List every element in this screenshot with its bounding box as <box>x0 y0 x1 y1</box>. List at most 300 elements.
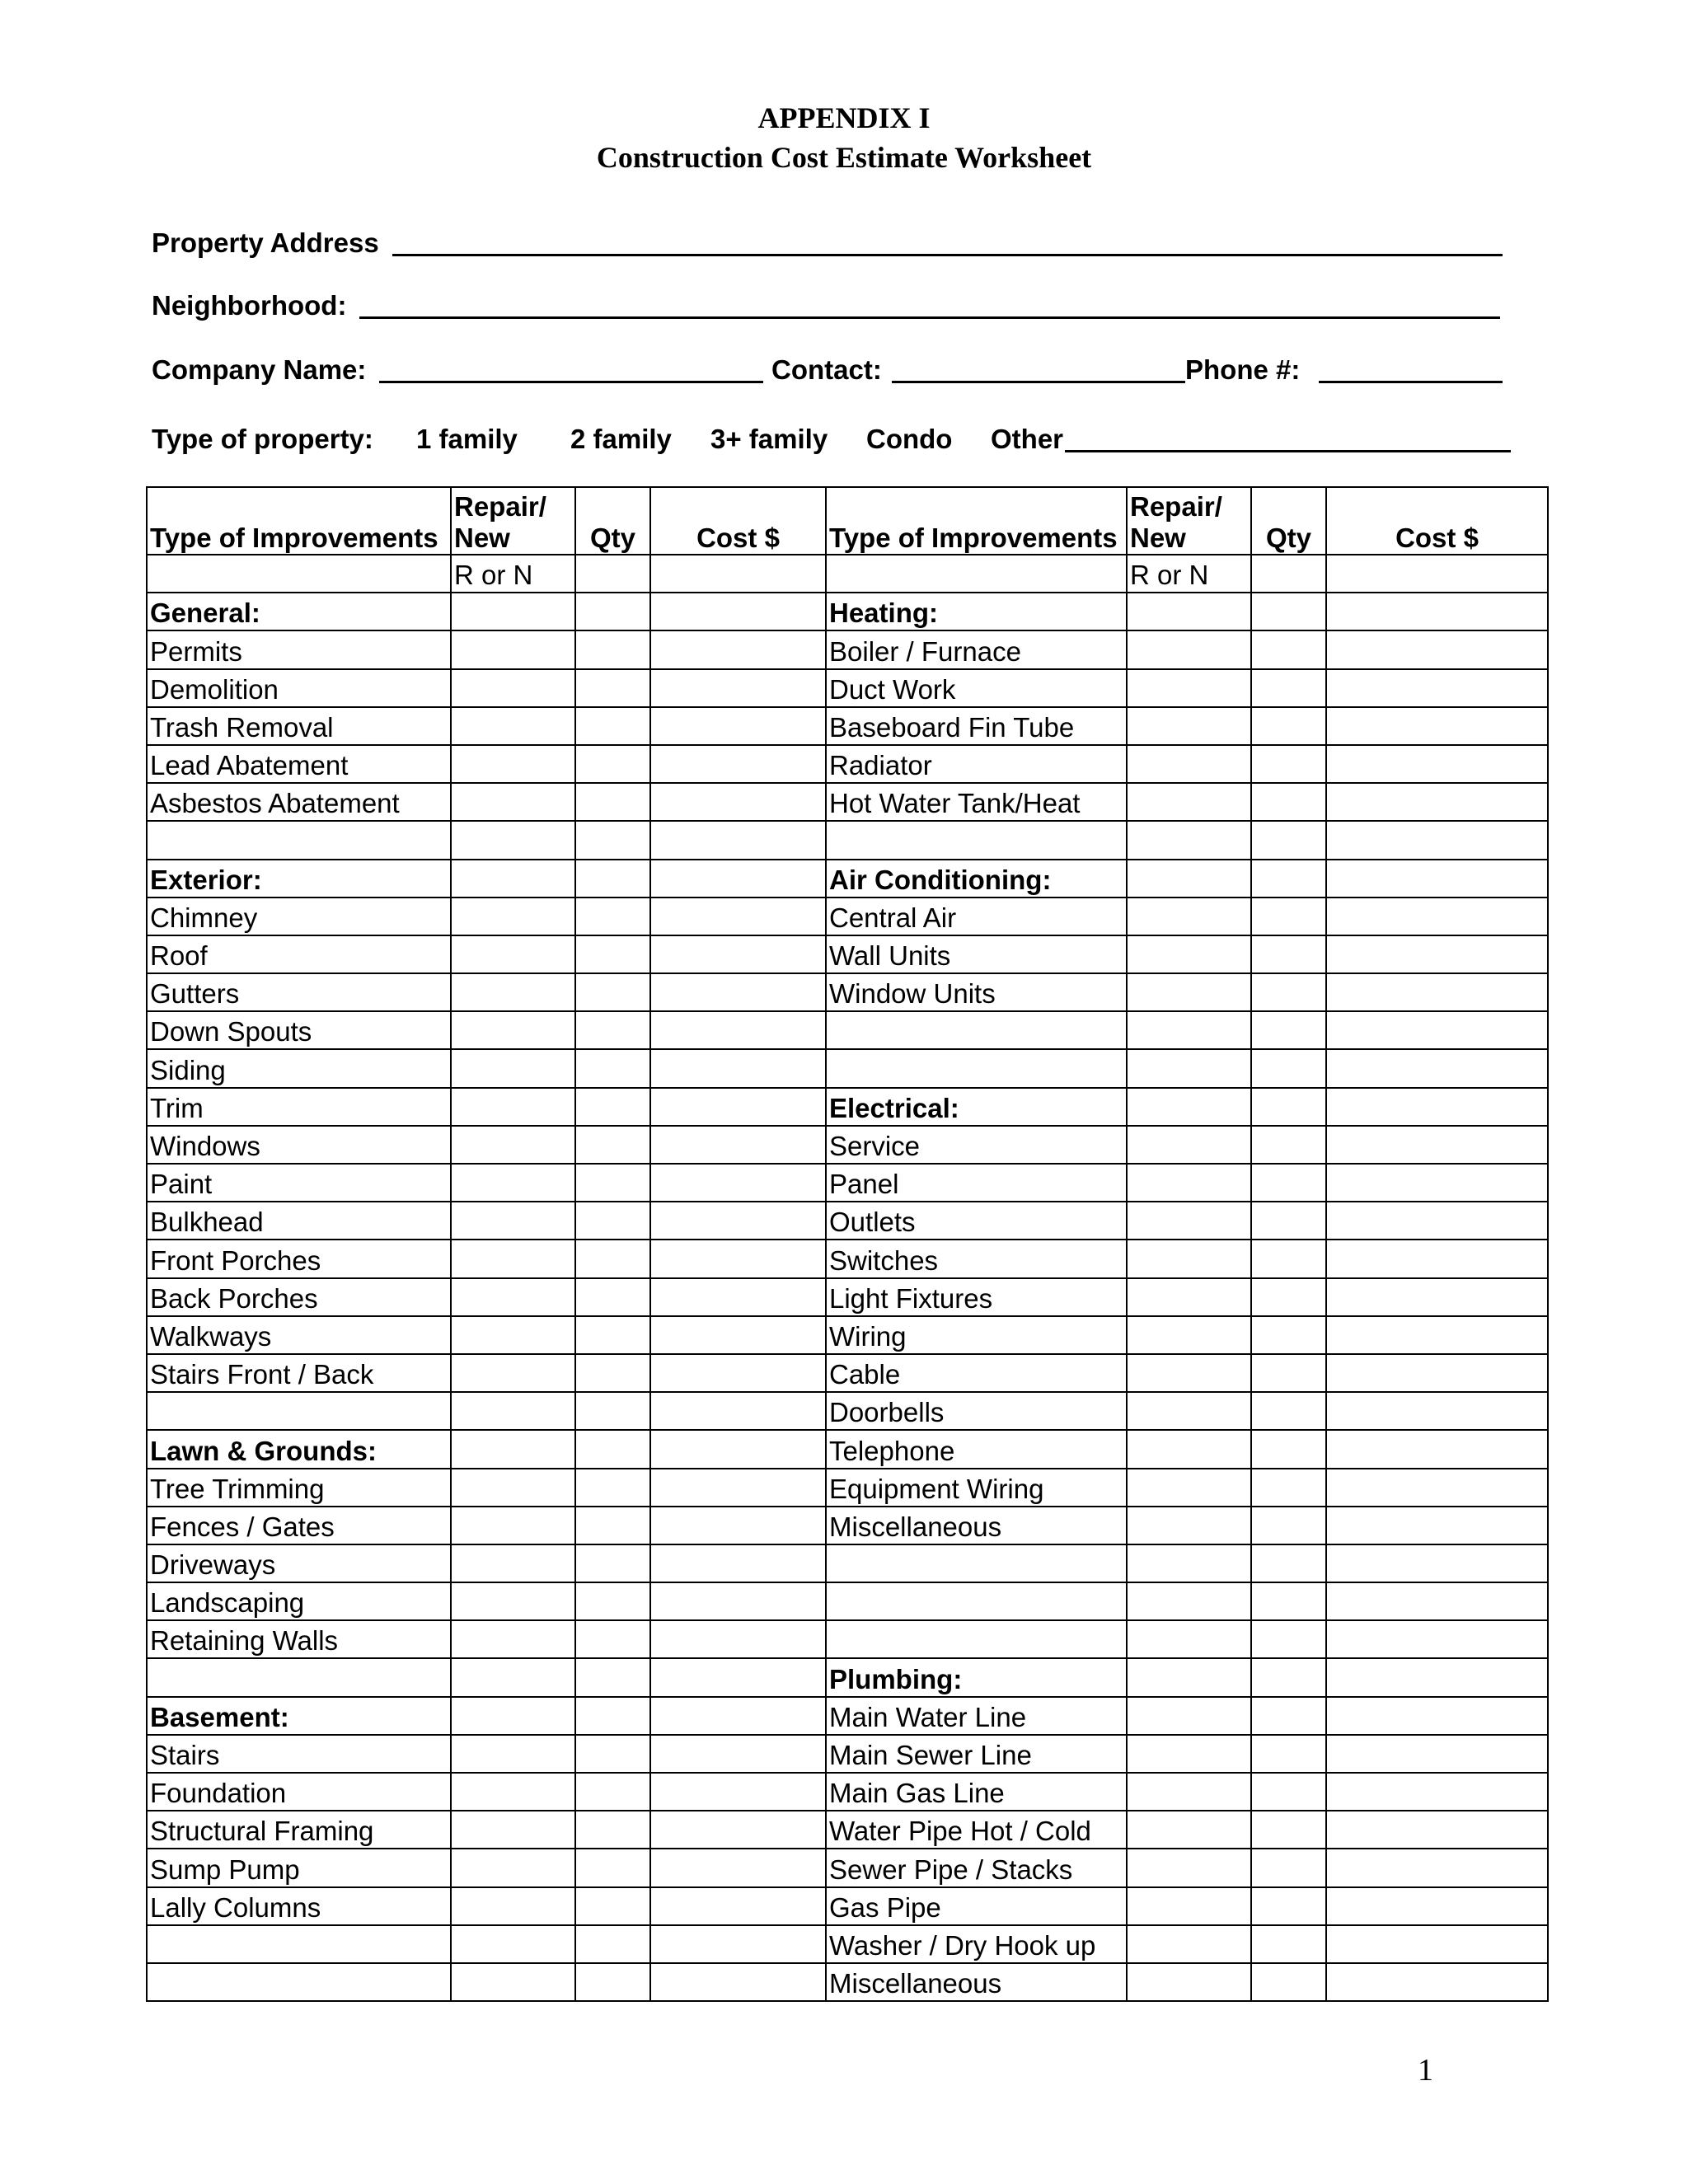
improvement-left: Fences / Gates <box>147 1507 451 1544</box>
repair-new-left-input[interactable] <box>451 745 575 783</box>
cost-left-input[interactable] <box>650 1658 826 1696</box>
repair-new-right-input[interactable] <box>1127 1925 1251 1963</box>
improvement-right: Water Pipe Hot / Cold <box>826 1811 1127 1849</box>
qty-left-input[interactable] <box>575 860 650 898</box>
qty-right-input[interactable] <box>1251 973 1326 1011</box>
cost-right-input[interactable] <box>1326 1202 1548 1240</box>
property-address-field[interactable] <box>392 254 1503 256</box>
cost-left-input[interactable] <box>650 745 826 783</box>
qty-left-input[interactable] <box>575 1278 650 1316</box>
repair-new-right-input[interactable] <box>1127 1507 1251 1544</box>
cost-right-input[interactable] <box>1326 821 1548 859</box>
repair-new-left-input[interactable] <box>451 1658 575 1696</box>
improvement-left: Exterior: <box>147 860 451 898</box>
repair-new-right-input[interactable] <box>1127 1316 1251 1354</box>
repair-new-left-input[interactable] <box>451 1507 575 1544</box>
improvement-right: Switches <box>826 1240 1127 1277</box>
cost-right-input[interactable] <box>1326 1697 1548 1735</box>
repair-new-left-input[interactable] <box>451 1544 575 1582</box>
cost-right-input[interactable] <box>1326 707 1548 745</box>
cost-left-input[interactable] <box>650 1620 826 1658</box>
repair-new-right-input[interactable] <box>1127 669 1251 707</box>
cost-left-input[interactable] <box>650 1088 826 1126</box>
qty-left-input[interactable] <box>575 1240 650 1277</box>
repair-new-left-input[interactable] <box>451 1773 575 1811</box>
repair-new-left-input[interactable] <box>451 1849 575 1886</box>
cost-right-input[interactable] <box>1326 669 1548 707</box>
repair-new-left-input[interactable] <box>451 783 575 821</box>
improvement-left: Structural Framing <box>147 1811 451 1849</box>
repair-new-right-input[interactable] <box>1127 935 1251 973</box>
col-header-repair-right: Repair/ New <box>1127 487 1251 555</box>
repair-new-left-input[interactable] <box>451 1430 575 1468</box>
repair-new-left-input[interactable] <box>451 1697 575 1735</box>
repair-new-left-input[interactable] <box>451 1088 575 1126</box>
cost-left-input[interactable] <box>650 1430 826 1468</box>
cost-left-input[interactable] <box>650 1963 826 2001</box>
qty-right-input[interactable] <box>1251 1164 1326 1202</box>
repair-new-right-input[interactable] <box>1127 1240 1251 1277</box>
repair-new-left-input[interactable] <box>451 1735 575 1773</box>
qty-right-input[interactable] <box>1251 1278 1326 1316</box>
qty-left-input[interactable] <box>575 1963 650 2001</box>
other-field[interactable] <box>1065 450 1511 452</box>
table-cell[interactable] <box>826 555 1127 593</box>
repair-new-left-input[interactable] <box>451 935 575 973</box>
repair-new-right-input[interactable] <box>1127 1849 1251 1886</box>
improvement-right: Service <box>826 1126 1127 1164</box>
repair-new-left-input[interactable] <box>451 1011 575 1049</box>
qty-left-input[interactable] <box>575 1316 650 1354</box>
repair-note-right: R or N <box>1127 555 1251 593</box>
cost-right-input[interactable] <box>1326 1164 1548 1202</box>
cost-right-input[interactable] <box>1326 593 1548 630</box>
qty-right-input[interactable] <box>1251 593 1326 630</box>
repair-new-left-input[interactable] <box>451 669 575 707</box>
qty-left-input[interactable] <box>575 1849 650 1886</box>
qty-left-input[interactable] <box>575 669 650 707</box>
cost-left-input[interactable] <box>650 898 826 935</box>
cost-left-input[interactable] <box>650 669 826 707</box>
improvement-left: Chimney <box>147 898 451 935</box>
improvement-left: Driveways <box>147 1544 451 1582</box>
repair-new-right-input[interactable] <box>1127 1811 1251 1849</box>
qty-right-input[interactable] <box>1251 1735 1326 1773</box>
table-cell[interactable] <box>1326 555 1548 593</box>
improvement-right: Wall Units <box>826 935 1127 973</box>
qty-right-input[interactable] <box>1251 1354 1326 1392</box>
cost-left-input[interactable] <box>650 1887 826 1925</box>
table-cell[interactable] <box>650 555 826 593</box>
repair-new-right-input[interactable] <box>1127 593 1251 630</box>
qty-right-input[interactable] <box>1251 1849 1326 1886</box>
cost-right-input[interactable] <box>1326 935 1548 973</box>
improvement-right: Doorbells <box>826 1392 1127 1430</box>
option-other[interactable]: Other <box>991 424 1064 454</box>
cost-right-input[interactable] <box>1326 1925 1548 1963</box>
option-1-family[interactable]: 1 family <box>416 424 518 454</box>
repair-note-left: R or N <box>451 555 575 593</box>
repair-new-left-input[interactable] <box>451 1392 575 1430</box>
contact-label: Contact: <box>771 354 882 385</box>
cost-left-input[interactable] <box>650 973 826 1011</box>
cost-right-input[interactable] <box>1326 1507 1548 1544</box>
qty-right-input[interactable] <box>1251 1620 1326 1658</box>
col-header-qty-left: Qty <box>575 487 650 555</box>
qty-right-input[interactable] <box>1251 630 1326 668</box>
table-cell[interactable] <box>1251 555 1326 593</box>
table-row <box>147 1469 1548 1507</box>
qty-right-input[interactable] <box>1251 707 1326 745</box>
repair-new-right-input[interactable] <box>1127 1658 1251 1696</box>
improvement-right <box>826 1620 1127 1658</box>
repair-new-left-input[interactable] <box>451 630 575 668</box>
repair-new-right-input[interactable] <box>1127 1620 1251 1658</box>
repair-new-right-input[interactable] <box>1127 1430 1251 1468</box>
repair-new-right-input[interactable] <box>1127 821 1251 859</box>
table-row <box>147 1963 1548 2001</box>
cost-left-input[interactable] <box>650 1925 826 1963</box>
phone-field[interactable] <box>1319 381 1503 383</box>
repair-new-right-input[interactable] <box>1127 1049 1251 1087</box>
cost-right-input[interactable] <box>1326 745 1548 783</box>
option-condo[interactable]: Condo <box>866 424 953 454</box>
qty-left-input[interactable] <box>575 1430 650 1468</box>
qty-right-input[interactable] <box>1251 1925 1326 1963</box>
qty-left-input[interactable] <box>575 1658 650 1696</box>
qty-left-input[interactable] <box>575 1088 650 1126</box>
repair-new-right-input[interactable] <box>1127 973 1251 1011</box>
repair-new-right-input[interactable] <box>1127 1735 1251 1773</box>
qty-left-input[interactable] <box>575 1773 650 1811</box>
repair-new-left-input[interactable] <box>451 1164 575 1202</box>
qty-right-input[interactable] <box>1251 935 1326 973</box>
option-3-plus-family[interactable]: 3+ family <box>710 424 828 454</box>
cost-left-input[interactable] <box>650 783 826 821</box>
repair-new-left-input[interactable] <box>451 860 575 898</box>
repair-new-left-input[interactable] <box>451 1925 575 1963</box>
table-row <box>147 1164 1548 1202</box>
repair-new-right-input[interactable] <box>1127 860 1251 898</box>
cost-right-input[interactable] <box>1326 1392 1548 1430</box>
qty-left-input[interactable] <box>575 1164 650 1202</box>
improvement-right: Plumbing: <box>826 1658 1127 1696</box>
qty-left-input[interactable] <box>575 1925 650 1963</box>
cost-right-input[interactable] <box>1326 1735 1548 1773</box>
repair-new-right-input[interactable] <box>1127 1697 1251 1735</box>
qty-left-input[interactable] <box>575 935 650 973</box>
improvement-right: Window Units <box>826 973 1127 1011</box>
cost-left-input[interactable] <box>650 1773 826 1811</box>
qty-right-input[interactable] <box>1251 1392 1326 1430</box>
repair-new-right-input[interactable] <box>1127 783 1251 821</box>
qty-left-input[interactable] <box>575 973 650 1011</box>
improvement-right: Baseboard Fin Tube <box>826 707 1127 745</box>
qty-right-input[interactable] <box>1251 860 1326 898</box>
cost-left-input[interactable] <box>650 1469 826 1507</box>
cost-right-input[interactable] <box>1326 1316 1548 1354</box>
cost-right-input[interactable] <box>1326 1811 1548 1849</box>
qty-left-input[interactable] <box>575 1202 650 1240</box>
qty-left-input[interactable] <box>575 1392 650 1430</box>
qty-left-input[interactable] <box>575 1697 650 1735</box>
cost-left-input[interactable] <box>650 630 826 668</box>
cost-left-input[interactable] <box>650 821 826 859</box>
repair-new-left-input[interactable] <box>451 1811 575 1849</box>
improvement-right: Electrical: <box>826 1088 1127 1126</box>
improvement-left: Lawn & Grounds: <box>147 1430 451 1468</box>
repair-new-left-input[interactable] <box>451 1202 575 1240</box>
table-row <box>147 1620 1548 1658</box>
table-row <box>147 1697 1548 1735</box>
cost-left-input[interactable] <box>650 1278 826 1316</box>
repair-new-right-input[interactable] <box>1127 1354 1251 1392</box>
repair-new-left-input[interactable] <box>451 1582 575 1620</box>
improvement-left: Paint <box>147 1164 451 1202</box>
table-row <box>147 1773 1548 1811</box>
qty-right-input[interactable] <box>1251 1582 1326 1620</box>
qty-left-input[interactable] <box>575 630 650 668</box>
repair-new-left-input[interactable] <box>451 1240 575 1277</box>
qty-right-input[interactable] <box>1251 1507 1326 1544</box>
improvement-right: Equipment Wiring <box>826 1469 1127 1507</box>
cost-right-input[interactable] <box>1326 1126 1548 1164</box>
table-row <box>147 707 1548 745</box>
qty-left-input[interactable] <box>575 593 650 630</box>
repair-new-right-input[interactable] <box>1127 1278 1251 1316</box>
qty-left-input[interactable] <box>575 1544 650 1582</box>
repair-new-left-input[interactable] <box>451 1316 575 1354</box>
repair-new-right-input[interactable] <box>1127 1088 1251 1126</box>
improvement-right: Hot Water Tank/Heat <box>826 783 1127 821</box>
cost-left-input[interactable] <box>650 1164 826 1202</box>
qty-right-input[interactable] <box>1251 1697 1326 1735</box>
repair-new-right-input[interactable] <box>1127 898 1251 935</box>
col-header-type-left: Type of Improvements <box>147 487 451 555</box>
repair-new-left-input[interactable] <box>451 973 575 1011</box>
repair-new-left-input[interactable] <box>451 593 575 630</box>
cost-left-input[interactable] <box>650 1811 826 1849</box>
cost-left-input[interactable] <box>650 1544 826 1582</box>
qty-right-input[interactable] <box>1251 745 1326 783</box>
qty-left-input[interactable] <box>575 1011 650 1049</box>
qty-left-input[interactable] <box>575 745 650 783</box>
table-cell[interactable] <box>147 555 451 593</box>
cost-left-input[interactable] <box>650 1202 826 1240</box>
repair-new-right-input[interactable] <box>1127 1164 1251 1202</box>
repair-new-left-input[interactable] <box>451 1278 575 1316</box>
repair-new-right-input[interactable] <box>1127 1469 1251 1507</box>
qty-right-input[interactable] <box>1251 669 1326 707</box>
cost-left-input[interactable] <box>650 1011 826 1049</box>
improvement-left: Roof <box>147 935 451 973</box>
repair-new-right-input[interactable] <box>1127 1773 1251 1811</box>
qty-right-input[interactable] <box>1251 1773 1326 1811</box>
qty-right-input[interactable] <box>1251 1202 1326 1240</box>
improvement-right <box>826 1049 1127 1087</box>
qty-right-input[interactable] <box>1251 1430 1326 1468</box>
option-2-family[interactable]: 2 family <box>570 424 672 454</box>
qty-right-input[interactable] <box>1251 1049 1326 1087</box>
qty-left-input[interactable] <box>575 1887 650 1925</box>
cost-right-input[interactable] <box>1326 1430 1548 1468</box>
cost-right-input[interactable] <box>1326 1088 1548 1126</box>
repair-new-right-input[interactable] <box>1127 630 1251 668</box>
table-row <box>147 1430 1548 1468</box>
cost-right-input[interactable] <box>1326 1240 1548 1277</box>
repair-new-left-input[interactable] <box>451 707 575 745</box>
phone-label: Phone #: <box>1185 354 1301 385</box>
table-row <box>147 1735 1548 1773</box>
cost-left-input[interactable] <box>650 1126 826 1164</box>
qty-left-input[interactable] <box>575 707 650 745</box>
table-row <box>147 1925 1548 1963</box>
cost-right-input[interactable] <box>1326 1469 1548 1507</box>
cost-right-input[interactable] <box>1326 1963 1548 2001</box>
repair-new-right-input[interactable] <box>1127 1011 1251 1049</box>
cost-right-input[interactable] <box>1326 1354 1548 1392</box>
qty-left-input[interactable] <box>575 783 650 821</box>
qty-right-input[interactable] <box>1251 1240 1326 1277</box>
repair-new-left-input[interactable] <box>451 1126 575 1164</box>
cost-left-input[interactable] <box>650 1697 826 1735</box>
repair-new-right-input[interactable] <box>1127 1963 1251 2001</box>
repair-new-right-input[interactable] <box>1127 1544 1251 1582</box>
cost-left-input[interactable] <box>650 1735 826 1773</box>
table-row <box>147 1658 1548 1696</box>
cost-right-input[interactable] <box>1326 1544 1548 1582</box>
cost-left-input[interactable] <box>650 860 826 898</box>
cost-left-input[interactable] <box>650 1582 826 1620</box>
cost-right-input[interactable] <box>1326 1011 1548 1049</box>
repair-new-left-input[interactable] <box>451 1620 575 1658</box>
qty-right-input[interactable] <box>1251 1963 1326 2001</box>
cost-left-input[interactable] <box>650 1240 826 1277</box>
cost-left-input[interactable] <box>650 593 826 630</box>
improvement-right: Miscellaneous <box>826 1507 1127 1544</box>
qty-right-input[interactable] <box>1251 898 1326 935</box>
qty-right-input[interactable] <box>1251 1126 1326 1164</box>
repair-new-right-input[interactable] <box>1127 1202 1251 1240</box>
cost-right-input[interactable] <box>1326 630 1548 668</box>
improvement-left: Bulkhead <box>147 1202 451 1240</box>
repair-new-right-input[interactable] <box>1127 707 1251 745</box>
qty-right-input[interactable] <box>1251 1658 1326 1696</box>
contact-field[interactable] <box>892 381 1185 383</box>
table-row <box>147 1088 1548 1126</box>
cost-left-input[interactable] <box>650 1849 826 1886</box>
neighborhood-field[interactable] <box>359 316 1500 319</box>
cost-left-input[interactable] <box>650 935 826 973</box>
cost-right-input[interactable] <box>1326 1620 1548 1658</box>
cost-left-input[interactable] <box>650 707 826 745</box>
cost-right-input[interactable] <box>1326 1658 1548 1696</box>
qty-right-input[interactable] <box>1251 1544 1326 1582</box>
cost-left-input[interactable] <box>650 1507 826 1544</box>
improvement-left: Trim <box>147 1088 451 1126</box>
cost-right-input[interactable] <box>1326 973 1548 1011</box>
qty-left-input[interactable] <box>575 1811 650 1849</box>
repair-new-left-input[interactable] <box>451 1887 575 1925</box>
cost-left-input[interactable] <box>650 1354 826 1392</box>
improvement-right: Sewer Pipe / Stacks <box>826 1849 1127 1886</box>
qty-left-input[interactable] <box>575 1049 650 1087</box>
table-row <box>147 1049 1548 1087</box>
qty-left-input[interactable] <box>575 1582 650 1620</box>
cost-right-input[interactable] <box>1326 1887 1548 1925</box>
table-cell[interactable] <box>575 555 650 593</box>
qty-left-input[interactable] <box>575 1620 650 1658</box>
qty-left-input[interactable] <box>575 821 650 859</box>
cost-right-input[interactable] <box>1326 1278 1548 1316</box>
repair-new-left-input[interactable] <box>451 898 575 935</box>
improvement-right: Outlets <box>826 1202 1127 1240</box>
improvement-left: Foundation <box>147 1773 451 1811</box>
improvement-left: Asbestos Abatement <box>147 783 451 821</box>
repair-new-right-input[interactable] <box>1127 1887 1251 1925</box>
cost-right-input[interactable] <box>1326 860 1548 898</box>
improvement-right: Boiler / Furnace <box>826 630 1127 668</box>
repair-new-left-input[interactable] <box>451 1049 575 1087</box>
repair-new-left-input[interactable] <box>451 1963 575 2001</box>
qty-left-input[interactable] <box>575 1126 650 1164</box>
qty-left-input[interactable] <box>575 898 650 935</box>
cost-left-input[interactable] <box>650 1049 826 1087</box>
repair-new-left-input[interactable] <box>451 821 575 859</box>
qty-right-input[interactable] <box>1251 1811 1326 1849</box>
table-row <box>147 1278 1548 1316</box>
qty-right-input[interactable] <box>1251 1316 1326 1354</box>
table-row <box>147 1126 1548 1164</box>
cost-right-input[interactable] <box>1326 1773 1548 1811</box>
qty-right-input[interactable] <box>1251 1887 1326 1925</box>
improvement-left <box>147 1658 451 1696</box>
cost-left-input[interactable] <box>650 1316 826 1354</box>
company-name-field[interactable] <box>379 381 763 383</box>
qty-right-input[interactable] <box>1251 1088 1326 1126</box>
improvement-right <box>826 1582 1127 1620</box>
qty-left-input[interactable] <box>575 1354 650 1392</box>
cost-right-input[interactable] <box>1326 783 1548 821</box>
table-row <box>147 669 1548 707</box>
improvement-left: Sump Pump <box>147 1849 451 1886</box>
cost-right-input[interactable] <box>1326 1582 1548 1620</box>
repair-new-right-input[interactable] <box>1127 1392 1251 1430</box>
cost-left-input[interactable] <box>650 1392 826 1430</box>
qty-left-input[interactable] <box>575 1469 650 1507</box>
improvement-right: Main Water Line <box>826 1697 1127 1735</box>
cost-right-input[interactable] <box>1326 898 1548 935</box>
qty-left-input[interactable] <box>575 1735 650 1773</box>
improvement-left <box>147 1925 451 1963</box>
repair-new-left-input[interactable] <box>451 1354 575 1392</box>
repair-new-left-input[interactable] <box>451 1469 575 1507</box>
repair-new-right-input[interactable] <box>1127 745 1251 783</box>
qty-left-input[interactable] <box>575 1507 650 1544</box>
qty-right-input[interactable] <box>1251 821 1326 859</box>
col-header-cost-right: Cost $ <box>1326 487 1548 555</box>
improvement-left <box>147 1963 451 2001</box>
cost-right-input[interactable] <box>1326 1849 1548 1886</box>
repair-new-right-input[interactable] <box>1127 1582 1251 1620</box>
qty-right-input[interactable] <box>1251 783 1326 821</box>
improvement-left: Trash Removal <box>147 707 451 745</box>
qty-right-input[interactable] <box>1251 1011 1326 1049</box>
sub-header-row <box>147 555 1548 593</box>
cost-right-input[interactable] <box>1326 1049 1548 1087</box>
qty-right-input[interactable] <box>1251 1469 1326 1507</box>
repair-new-right-input[interactable] <box>1127 1126 1251 1164</box>
